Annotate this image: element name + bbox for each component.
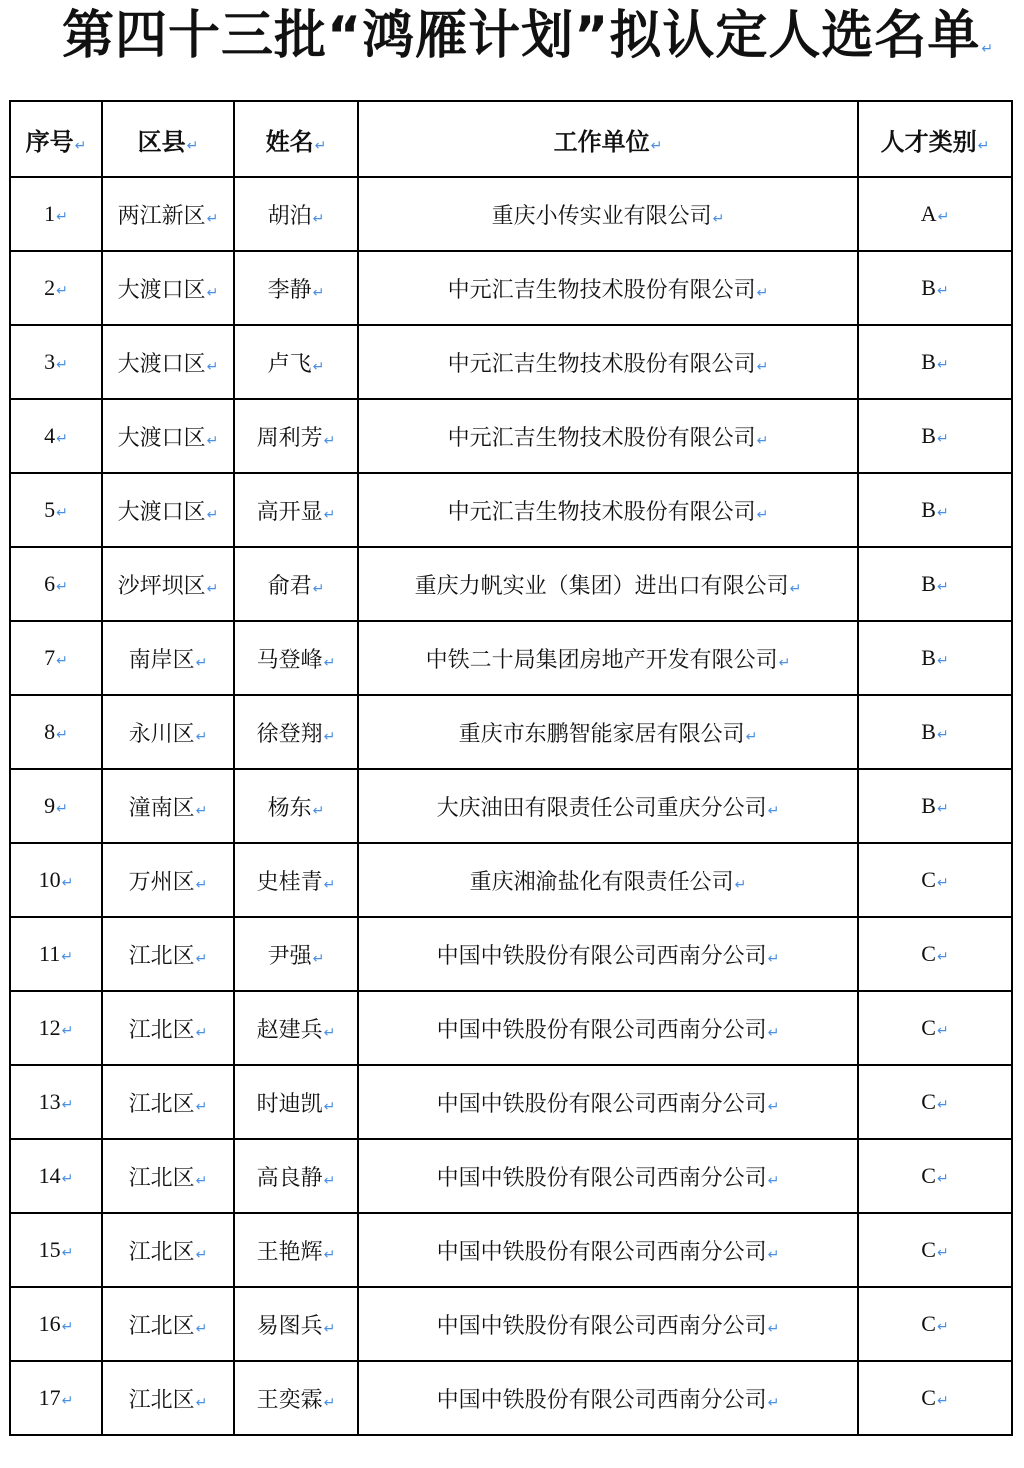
paragraph-mark-icon: ↵ [936,1319,949,1335]
paragraph-mark-icon: ↵ [56,209,68,225]
paragraph-mark-icon: ↵ [756,432,769,449]
paragraph-mark-icon: ↵ [61,949,73,965]
cell-district: 江北区↵ [102,1361,234,1435]
paragraph-mark-icon: ↵ [936,1023,949,1039]
paragraph-mark-icon: ↵ [56,727,68,743]
cell-district: 潼南区↵ [102,769,234,843]
cell-name: 王艳辉↵ [234,1213,358,1287]
cell-name: 王奕霖↵ [234,1361,358,1435]
paragraph-mark-icon: ↵ [206,506,219,523]
paragraph-mark-icon: ↵ [195,728,208,745]
cell-index: 4↵ [10,399,102,473]
cell-category: B↵ [858,547,1012,621]
cell-name: 徐登翔↵ [234,695,358,769]
paragraph-mark-icon: ↵ [936,727,949,743]
paragraph-mark-icon: ↵ [195,1024,208,1041]
cell-employer: 中国中铁股份有限公司西南分公司↵ [358,1361,858,1435]
paragraph-mark-icon: ↵ [323,1246,336,1263]
paragraph-mark-icon: ↵ [195,654,208,671]
paragraph-mark-icon: ↵ [195,1098,208,1115]
paragraph-mark-icon: ↵ [936,505,949,521]
cell-district: 大渡口区↵ [102,251,234,325]
paragraph-mark-icon: ↵ [756,506,769,523]
table-row [10,769,1012,843]
cell-index: 1↵ [10,177,102,251]
paragraph-mark-icon: ↵ [936,357,949,373]
cell-name: 卢飞↵ [234,325,358,399]
table-row [10,695,1012,769]
paragraph-mark-icon: ↵ [767,1394,780,1411]
paragraph-mark-icon: ↵ [936,801,949,817]
paragraph-mark-icon: ↵ [937,209,950,225]
cell-category: B↵ [858,325,1012,399]
paragraph-mark-icon: ↵ [977,137,990,154]
cell-category: A↵ [858,177,1012,251]
paragraph-mark-icon: ↵ [650,137,663,154]
cell-category: B↵ [858,399,1012,473]
cell-employer: 重庆力帆实业（集团）进出口有限公司↵ [358,547,858,621]
cell-district: 江北区↵ [102,991,234,1065]
paragraph-mark-icon: ↵ [61,1319,74,1335]
table-row [10,399,1012,473]
paragraph-mark-icon: ↵ [323,1172,336,1189]
paragraph-mark-icon: ↵ [734,876,747,893]
paragraph-mark-icon: ↵ [323,876,336,893]
paragraph-mark-icon: ↵ [195,876,208,893]
cell-category: C↵ [858,917,1012,991]
table-body [10,177,1012,1435]
paragraph-mark-icon: ↵ [56,801,68,817]
table-row [10,991,1012,1065]
cell-index: 11↵ [10,917,102,991]
document-title-text: 第四十三批“鸿雁计划”拟认定人选名单 [62,6,981,66]
paragraph-mark-icon: ↵ [61,1171,74,1187]
cell-category: B↵ [858,251,1012,325]
table-row [10,1065,1012,1139]
paragraph-mark-icon: ↵ [936,1097,949,1113]
paragraph-mark-icon: ↵ [312,358,325,375]
paragraph-mark-icon: ↵ [312,802,325,819]
paragraph-mark-icon: ↵ [195,1320,208,1337]
paragraph-mark-icon: ↵ [61,1245,74,1261]
cell-category: C↵ [858,1361,1012,1435]
cell-district: 江北区↵ [102,917,234,991]
cell-name: 赵建兵↵ [234,991,358,1065]
table-row [10,1287,1012,1361]
paragraph-mark-icon: ↵ [312,210,325,227]
cell-employer: 中国中铁股份有限公司西南分公司↵ [358,917,858,991]
paragraph-mark-icon: ↵ [195,802,208,819]
cell-employer: 中元汇吉生物技术股份有限公司↵ [358,399,858,473]
paragraph-mark-icon: ↵ [323,506,336,523]
cell-district: 江北区↵ [102,1139,234,1213]
cell-category: B↵ [858,695,1012,769]
paragraph-mark-icon: ↵ [206,284,219,301]
cell-index: 10↵ [10,843,102,917]
paragraph-mark-icon: ↵ [323,1394,336,1411]
cell-index: 12↵ [10,991,102,1065]
paragraph-mark-icon: ↵ [312,580,325,597]
cell-employer: 中元汇吉生物技术股份有限公司↵ [358,251,858,325]
cell-index: 3↵ [10,325,102,399]
paragraph-mark-icon: ↵ [936,579,949,595]
paragraph-mark-icon: ↵ [195,950,208,967]
table-row [10,473,1012,547]
paragraph-mark-icon: ↵ [206,432,219,449]
paragraph-mark-icon: ↵ [323,1320,336,1337]
document-title [0,0,1024,72]
paragraph-mark-icon: ↵ [936,1393,949,1409]
cell-district: 大渡口区↵ [102,473,234,547]
cell-category: C↵ [858,1139,1012,1213]
cell-name: 易图兵↵ [234,1287,358,1361]
cell-index: 16↵ [10,1287,102,1361]
cell-name: 李静↵ [234,251,358,325]
paragraph-mark-icon: ↵ [981,41,995,57]
cell-district: 万州区↵ [102,843,234,917]
paragraph-mark-icon: ↵ [56,431,68,447]
cell-district: 江北区↵ [102,1065,234,1139]
cell-index: 13↵ [10,1065,102,1139]
cell-index: 7↵ [10,621,102,695]
paragraph-mark-icon: ↵ [767,1246,780,1263]
cell-name: 周利芳↵ [234,399,358,473]
paragraph-mark-icon: ↵ [61,1097,74,1113]
cell-index: 6↵ [10,547,102,621]
cell-employer: 中国中铁股份有限公司西南分公司↵ [358,1287,858,1361]
cell-name: 胡泊↵ [234,177,358,251]
paragraph-mark-icon: ↵ [56,505,68,521]
paragraph-mark-icon: ↵ [56,357,68,373]
table-row [10,843,1012,917]
paragraph-mark-icon: ↵ [789,580,802,597]
paragraph-mark-icon: ↵ [936,431,949,447]
table-row [10,1213,1012,1287]
cell-employer: 中元汇吉生物技术股份有限公司↵ [358,325,858,399]
paragraph-mark-icon: ↵ [195,1246,208,1263]
paragraph-mark-icon: ↵ [206,210,219,227]
cell-category: C↵ [858,1065,1012,1139]
cell-name: 杨东↵ [234,769,358,843]
cell-employer: 重庆小传实业有限公司↵ [358,177,858,251]
paragraph-mark-icon: ↵ [767,1320,780,1337]
cell-district: 大渡口区↵ [102,325,234,399]
cell-district: 大渡口区↵ [102,399,234,473]
paragraph-mark-icon: ↵ [61,1393,74,1409]
paragraph-mark-icon: ↵ [312,284,325,301]
paragraph-mark-icon: ↵ [936,1171,949,1187]
paragraph-mark-icon: ↵ [61,1023,74,1039]
paragraph-mark-icon: ↵ [323,728,336,745]
paragraph-mark-icon: ↵ [936,283,949,299]
paragraph-mark-icon: ↵ [936,1245,949,1261]
table-row [10,177,1012,251]
cell-employer: 重庆市东鹏智能家居有限公司↵ [358,695,858,769]
paragraph-mark-icon: ↵ [767,802,780,819]
cell-category: C↵ [858,1213,1012,1287]
cell-index: 15↵ [10,1213,102,1287]
cell-category: C↵ [858,1287,1012,1361]
cell-employer: 中国中铁股份有限公司西南分公司↵ [358,1213,858,1287]
table-row [10,325,1012,399]
cell-district: 永川区↵ [102,695,234,769]
paragraph-mark-icon: ↵ [206,358,219,375]
cell-category: B↵ [858,473,1012,547]
cell-index: 14↵ [10,1139,102,1213]
cell-name: 高开显↵ [234,473,358,547]
cell-employer: 中国中铁股份有限公司西南分公司↵ [358,1139,858,1213]
cell-index: 8↵ [10,695,102,769]
cell-employer: 中元汇吉生物技术股份有限公司↵ [358,473,858,547]
paragraph-mark-icon: ↵ [767,1172,780,1189]
cell-index: 2↵ [10,251,102,325]
table-row [10,251,1012,325]
cell-employer: 中国中铁股份有限公司西南分公司↵ [358,1065,858,1139]
header-category: 人才类别↵ [858,101,1012,177]
table-row [10,547,1012,621]
paragraph-mark-icon: ↵ [74,137,87,154]
paragraph-mark-icon: ↵ [206,580,219,597]
cell-name: 史桂青↵ [234,843,358,917]
paragraph-mark-icon: ↵ [767,1024,780,1041]
header-index: 序号↵ [10,101,102,177]
paragraph-mark-icon: ↵ [195,1172,208,1189]
cell-category: B↵ [858,769,1012,843]
cell-district: 江北区↵ [102,1287,234,1361]
cell-category: C↵ [858,843,1012,917]
candidate-table [9,100,1013,1436]
paragraph-mark-icon: ↵ [312,950,325,967]
cell-index: 5↵ [10,473,102,547]
table-row [10,1139,1012,1213]
header-district: 区县↵ [102,101,234,177]
cell-employer: 中国中铁股份有限公司西南分公司↵ [358,991,858,1065]
paragraph-mark-icon: ↵ [756,284,769,301]
cell-name: 马登峰↵ [234,621,358,695]
paragraph-mark-icon: ↵ [936,653,949,669]
cell-district: 江北区↵ [102,1213,234,1287]
cell-district: 两江新区↵ [102,177,234,251]
paragraph-mark-icon: ↵ [745,728,758,745]
cell-name: 时迪凯↵ [234,1065,358,1139]
cell-name: 尹强↵ [234,917,358,991]
cell-index: 17↵ [10,1361,102,1435]
paragraph-mark-icon: ↵ [936,875,949,891]
paragraph-mark-icon: ↵ [767,1098,780,1115]
paragraph-mark-icon: ↵ [712,210,725,227]
paragraph-mark-icon: ↵ [936,949,949,965]
cell-employer: 中铁二十局集团房地产开发有限公司↵ [358,621,858,695]
cell-employer: 大庆油田有限责任公司重庆分公司↵ [358,769,858,843]
table-row [10,917,1012,991]
cell-name: 高良静↵ [234,1139,358,1213]
paragraph-mark-icon: ↵ [56,283,68,299]
paragraph-mark-icon: ↵ [767,950,780,967]
paragraph-mark-icon: ↵ [323,1024,336,1041]
paragraph-mark-icon: ↵ [61,875,74,891]
table-row [10,1361,1012,1435]
paragraph-mark-icon: ↵ [56,653,68,669]
paragraph-mark-icon: ↵ [756,358,769,375]
cell-category: C↵ [858,991,1012,1065]
paragraph-mark-icon: ↵ [195,1394,208,1411]
cell-index: 9↵ [10,769,102,843]
paragraph-mark-icon: ↵ [323,654,336,671]
paragraph-mark-icon: ↵ [323,432,336,449]
table-header-row [10,101,1012,177]
header-employer: 工作单位↵ [358,101,858,177]
cell-name: 俞君↵ [234,547,358,621]
paragraph-mark-icon: ↵ [314,137,327,154]
table-row [10,621,1012,695]
cell-category: B↵ [858,621,1012,695]
paragraph-mark-icon: ↵ [323,1098,336,1115]
paragraph-mark-icon: ↵ [56,579,68,595]
header-name: 姓名↵ [234,101,358,177]
cell-employer: 重庆湘渝盐化有限责任公司↵ [358,843,858,917]
cell-district: 沙坪坝区↵ [102,547,234,621]
paragraph-mark-icon: ↵ [186,137,199,154]
paragraph-mark-icon: ↵ [778,654,791,671]
cell-district: 南岸区↵ [102,621,234,695]
